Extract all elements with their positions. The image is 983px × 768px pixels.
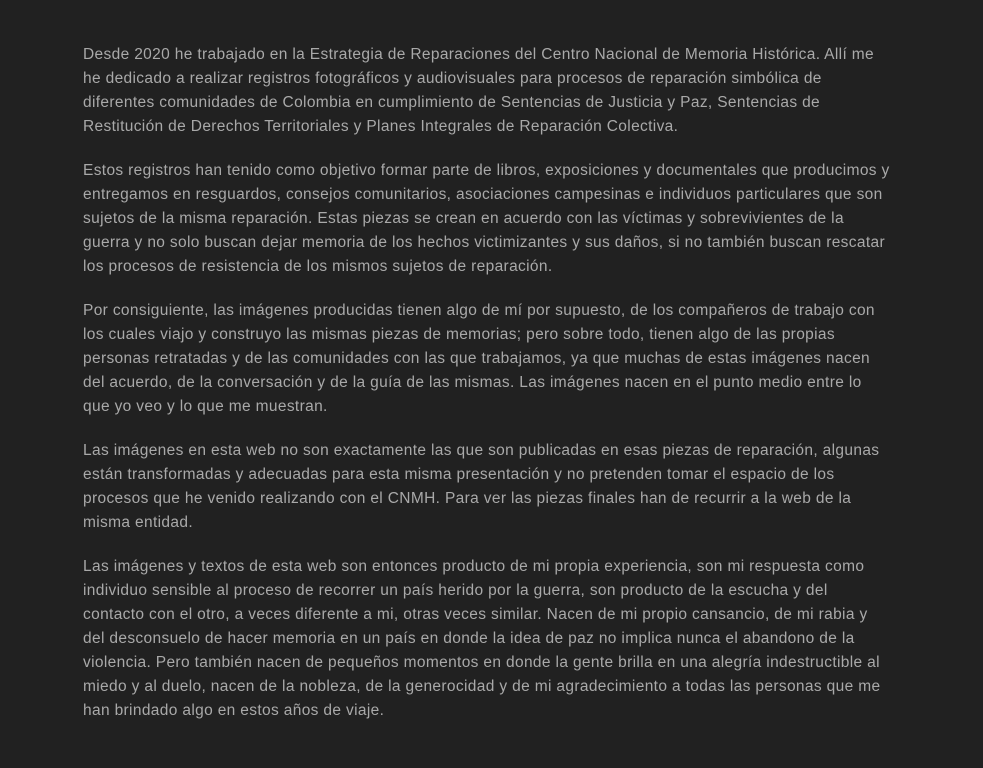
about-text [83,43,893,723]
paragraph-experiencia: Las imágenes y textos de esta web son entonces producto de mi propia experiencia, son mi respuesta como individuo sensible al proceso de recorrer un país herido por la guerra, son producto de la escucha y del contacto con el otro, a veces diferente a mi, otras veces similar. Nacen de mi propio cansancio, de mi rabia y del desconsuelo de hacer memoria en un país en donde la idea de paz no implica nunca el abandono de la violencia. Pero también nacen de pequeños momentos en donde la gente brilla en una alegría indestructible al miedo y al duelo, nacen de la nobleza, de la generocidad y de mi agradecimiento a todas las personas que me han brindado algo en estos años de viaje. [83,558,881,719]
paragraph-imagenes-producidas: Por consiguiente, las imágenes producidas tienen algo de mí por supuesto, de los compañeros de trabajo con los cuales viajo y construyo las mismas piezas de memorias; pero sobre todo, tienen algo de las propias personas retratadas y de las comunidades con las que trabajamos, ya que muchas de estas imágenes nacen del acuerdo, de la conversación y de la guía de las mismas. Las imágenes nacen en el punto medio entre lo que yo veo y lo que me muestran. [83,302,875,415]
paragraph-reparaciones: Desde 2020 he trabajado en la Estrategia de Reparaciones del Centro Nacional de Memoria Histórica. Allí me he dedicado a realizar registros fotográficos y audiovisuales para procesos de reparación simbólica de diferentes comunidades de Colombia en cumplimiento de Sentencias de Justicia y Paz, Sentencias de Restitución de Derechos Territoriales y Planes Integrales de Reparación Colectiva. [83,46,874,135]
paragraph-imagenes-web: Las imágenes en esta web no son exactamente las que son publicadas en esas piezas de reparación, algunas están transformadas y adecuadas para esta misma presentación y no pretenden tomar el espacio de los procesos que he venido realizando con el CNMH. Para ver las piezas finales han de recurrir a la web de la misma entidad. [83,442,880,531]
paragraph-registros: Estos registros han tenido como objetivo formar parte de libros, exposiciones y documentales que producimos y entregamos en resguardos, consejos comunitarios, asociaciones campesinas e individuos particulares que son sujetos de la misma reparación. Estas piezas se crean en acuerdo con las víctimas y sobrevivientes de la guerra y no solo buscan dejar memoria de los hechos victimizantes y sus daños, si no también buscan rescatar los procesos de resistencia de los mismos sujetos de reparación. [83,162,890,275]
